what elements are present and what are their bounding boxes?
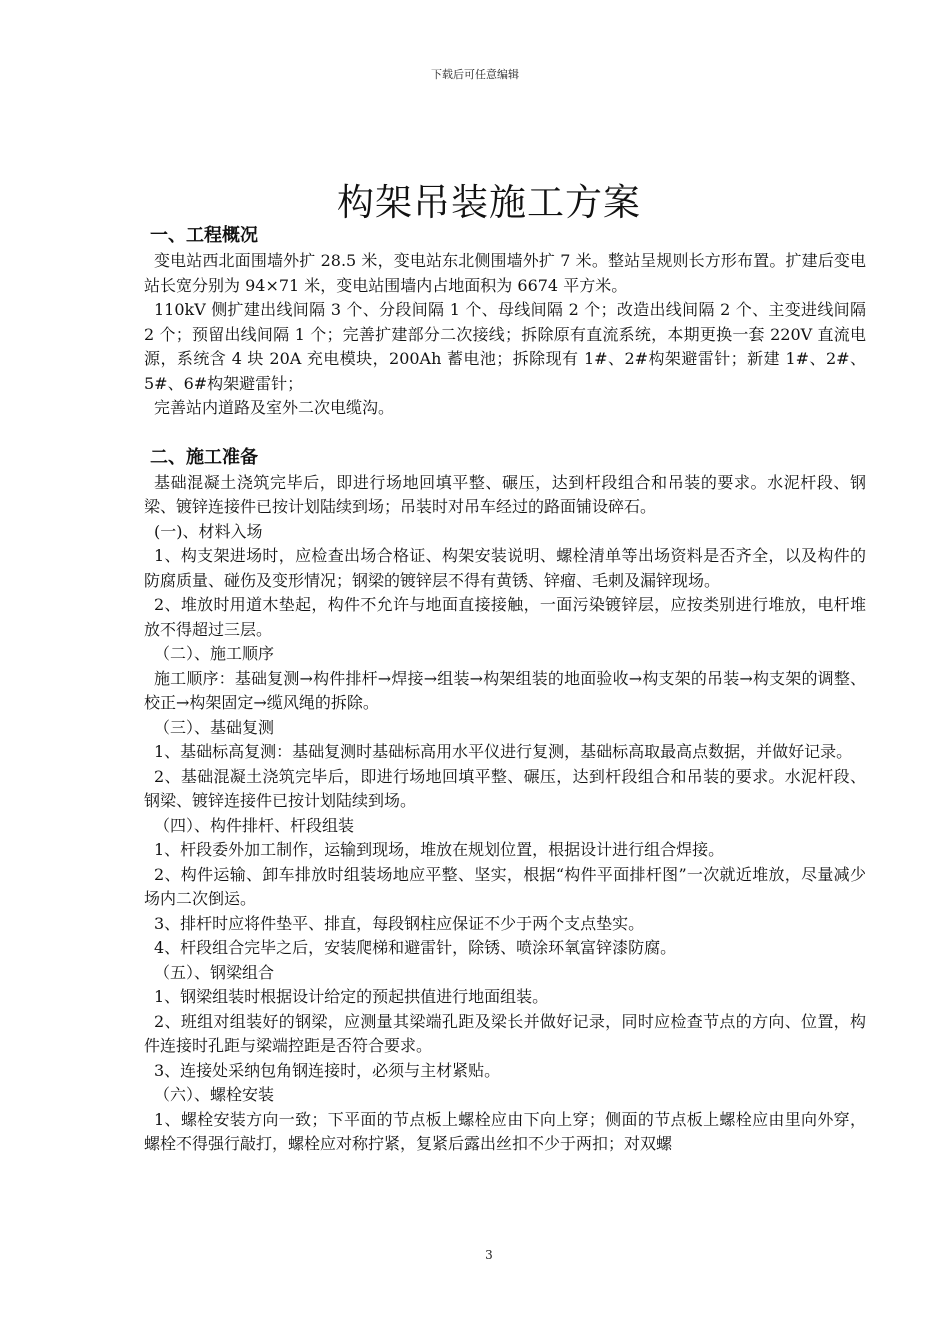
paragraph: 1、螺栓安装方向一致；下平面的节点板上螺栓应由下向上穿；侧面的节点板上螺栓应由里向外穿，螺栓不得强行敲打，螺栓应对称拧紧，复紧后露出丝扣不少于两扣；对双螺	[144, 1109, 866, 1153]
subheading: （三）、基础复测	[154, 717, 275, 737]
paragraph: 2、班组对组装好的钢梁，应测量其梁端孔距及梁长并做好记录，同时应检查节点的方向、位置，构件连接时孔距与梁端控距是否符合要求。	[144, 1011, 866, 1055]
paragraph: 基础混凝土浇筑完毕后，即进行场地回填平整、碾压，达到杆段组合和吊装的要求。水泥杆段、钢梁、镀锌连接件已按计划陆续到场；吊装时对吊车经过的路面铺设碎石。	[144, 472, 866, 516]
paragraph: 2、基础混凝土浇筑完毕后，即进行场地回填平整、碾压，达到杆段组合和吊装的要求。水泥杆段、钢梁、镀锌连接件已按计划陆续到场。	[144, 766, 866, 810]
paragraph: 施工顺序：基础复测→构件排杆→焊接→组装→构架组装的地面验收→构支架的吊装→构支架的调整、校正→构架固定→缆风绳的拆除。	[144, 668, 866, 712]
paragraph: 2、构件运输、卸车排放时组装场地应平整、坚实，根据“构件平面排杆图”一次就近堆放，尽量减少场内二次倒运。	[144, 864, 866, 908]
subheading: （四）、构件排杆、杆段组装	[154, 815, 355, 835]
paragraph: 1、构支架进场时，应检查出场合格证、构架安装说明、螺栓清单等出场资料是否齐全，以及构件的防腐质量、碰伤及变形情况；钢梁的镀锌层不得有黄锈、锌瘤、毛刺及漏锌现场。	[144, 546, 866, 590]
subheading: （六）、螺栓安装	[154, 1085, 275, 1104]
document-title: 构架吊装施工方案	[337, 181, 641, 224]
paragraph: 1、杆段委外加工制作，运输到现场，堆放在规划位置，根据设计进行组合焊接。	[154, 840, 725, 859]
paragraph: 3、连接处采纳包角钢连接时，必须与主材紧贴。	[154, 1060, 501, 1080]
section-heading-overview: 一、工程概况	[150, 225, 258, 246]
paragraph: 完善站内道路及室外二次电缆沟。	[154, 398, 395, 417]
page-header: 下载后可任意编辑	[431, 68, 519, 81]
subheading: (一)、材料入场	[154, 521, 263, 541]
paragraph: 变电站西北面围墙外扩 28.5 米，变电站东北侧围墙外扩 7 米。整站呈规则长方形布置。扩建后变电站长宽分别为 94×71 米，变电站围墙内占地面积为 6674 平方米。	[144, 251, 866, 295]
paragraph: 1、基础标高复测：基础复测时基础标高用水平仪进行复测，基础标高取最高点数据，并做好记录。	[154, 742, 853, 761]
page-number: 3	[485, 1248, 493, 1262]
section-heading-preparation: 二、施工准备	[150, 446, 258, 468]
subheading: （五）、钢梁组合	[154, 962, 275, 982]
paragraph: 1、钢梁组装时根据设计给定的预起拱值进行地面组装。	[154, 987, 549, 1006]
subheading: （二）、施工顺序	[154, 644, 275, 663]
spacer	[144, 421, 866, 445]
paragraph: 2、堆放时用道木垫起，构件不允许与地面直接接触，一面污染镀锌层，应按类别进行堆放，电杆堆放不得超过三层。	[144, 595, 866, 639]
paragraph: 110kV 侧扩建出线间隔 3 个、分段间隔 1 个、母线间隔 2 个；改造出线间隔 2 个、主变进线间隔 2 个；预留出线间隔 1 个；完善扩建部分二次接线；拆除原有直流系统，本期更换一套 220V 直流电源，系统含 4 块 20A 充电模块，200Ah 蓄电池；拆除现有 1#、2#构架避雷针；新建 1#、2#、5#、6#构架避雷针；	[144, 300, 866, 393]
paragraph: 3、排杆时应将件垫平、排直，每段钢柱应保证不少于两个支点垫实。	[154, 913, 645, 933]
document-body	[144, 223, 866, 1157]
paragraph: 4、杆段组合完毕之后，安装爬梯和避雷针，除锈、喷涂环氧富锌漆防腐。	[154, 938, 677, 957]
